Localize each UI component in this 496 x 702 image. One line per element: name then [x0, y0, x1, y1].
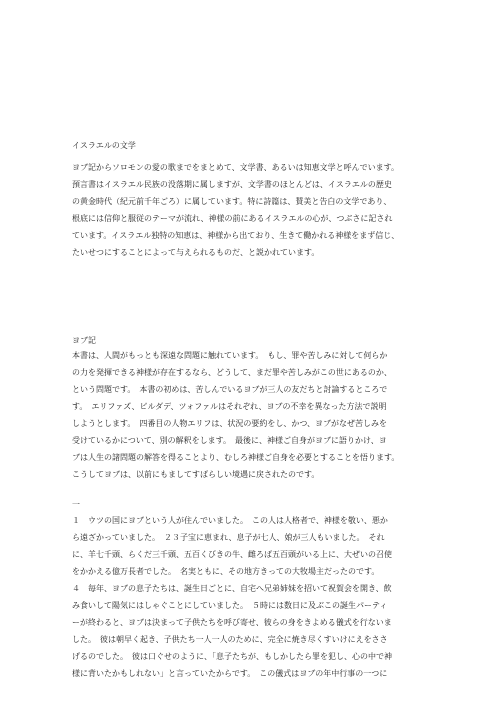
verse-line: げるのでした。 彼は口ぐせのように、「息子たちが、もしかしたら罪を犯し、心の中で神 — [72, 652, 392, 661]
paragraph-line: の力を発揮できる神様が存在するなら、どうして、まだ罪や苦しみがこの世にあるのか、 — [72, 368, 392, 377]
section-title-job: ヨブ記 — [72, 336, 96, 345]
verse-line: ４ 毎年、ヨブの息子たちは、誕生日ごとに、自宅へ兄弟姉妹を招いて祝賀会を開き、飲 — [72, 584, 392, 593]
paragraph-line: たいせつにすることによって与えられるものだ、と説かれています。 — [72, 248, 320, 257]
verse-line: ら遠ざかっていました。 ２３子宝に恵まれ、息子が七人、娘が三人もいました。 それ — [72, 533, 385, 542]
paragraph-line: 根底には信仰と服従のテーマが流れ、神様の前にあるイスラエルの心が、つぶさに記され — [72, 214, 393, 223]
paragraph-line: しようとします。 四番目の人物エリフは、状況の要約をし、かつ、ヨブがなぜ苦しみを — [72, 419, 388, 428]
verse-line: み食いして陽気にはしゃぐことにしていました。 ５時には数日に及ぶこの誕生パーティ — [72, 601, 388, 610]
verse-line: １ ウツの国にヨブという人が住んでいました。 この人は人格者で、神様を敬い、悪か — [72, 516, 388, 525]
verse-line: 様に背いたかもしれない」と言っていたからです。 この儀式はヨブの年中行事の一つに — [72, 669, 388, 678]
section-title-israel-literature: イスラエルの文学 — [72, 141, 136, 150]
verse-line: ーが終わると、ヨブは決まって子供たちを呼び寄せ、彼らの身をきよめる儀式を行ないま — [72, 618, 392, 627]
verse-line: をかかえる億万長者でした。 名実ともに、その地方きっての大牧場主だったのです。 — [72, 567, 380, 576]
paragraph-line: 受けているかについて、別の解釈をします。 最後に、神様ご自身がヨブに語りかけ、ヨ — [72, 436, 387, 445]
paragraph-line: という問題です。 本書の初めは、苦しんでいるヨブが三人の友だちと討論するところで — [72, 385, 388, 394]
verse-line: した。 彼は朝早く起き、子供たち一人一人のために、完全に焼き尽くすいけにえをささ — [72, 635, 388, 644]
paragraph-line: ヨブ記からソロモンの愛の歌までをまとめて、文学書、あるいは知恵文学と呼んでいます。 — [72, 163, 400, 172]
chapter-number: 一 — [72, 500, 80, 509]
paragraph-line: ています。イスラエル独特の知恵は、神様から出ており、生きて働かれる神様をまず信じ、 — [72, 231, 400, 240]
paragraph-line: ブは人生の諸問題の解答を得ることより、むしろ神様ご自身を必要とすることを悟ります。 — [72, 453, 400, 462]
paragraph-line: こうしてヨブは、以前にもましてすばらしい境遇に戻されたのです。 — [72, 470, 320, 479]
verse-line: に、羊七千頭、らくだ三千頭、五百くびきの牛、雌ろば五百頭がいる上に、大ぜいの召使 — [72, 550, 392, 559]
paragraph-line: す。 エリファズ、ビルダデ、ツォファルはそれぞれ、ヨブの不幸を異なった方法で説明 — [72, 402, 387, 411]
paragraph-line: 預言書はイスラエル民族の没落期に属しますが、文学書のほとんどは、イスラエルの歴史 — [72, 180, 392, 189]
paragraph-line: の黄金時代（紀元前千年ごろ）に属しています。特に詩篇は、賛美と告白の文学であり、 — [72, 197, 392, 206]
paragraph-line: 本書は、人間がもっとも深遠な問題に触れています。 もし、罪や苦しみに対して何らか — [72, 351, 388, 360]
document-page — [72, 0, 432, 702]
